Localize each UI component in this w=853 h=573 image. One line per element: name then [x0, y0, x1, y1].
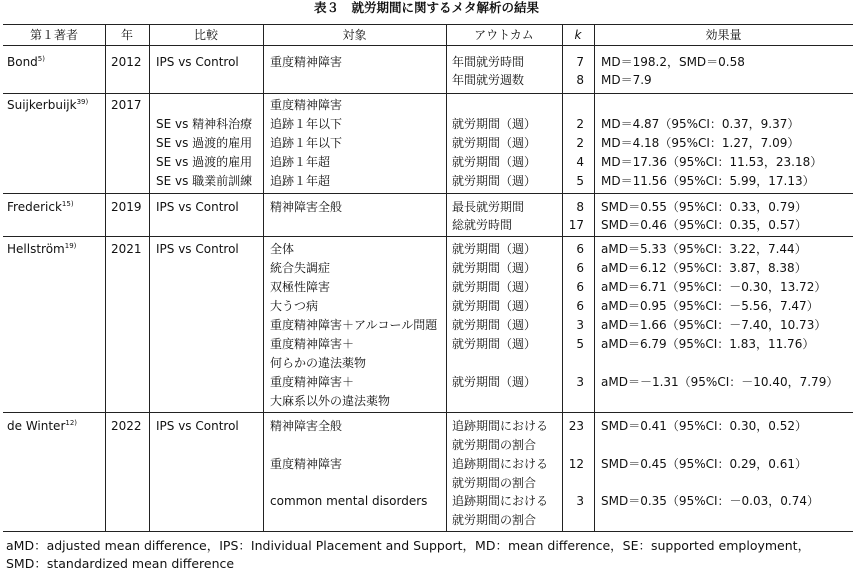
k-cell: 23 — [568, 419, 584, 433]
k-cell: 3 — [576, 375, 584, 389]
table-bottom-rule — [3, 531, 853, 532]
target-cell: 重度精神障害 — [270, 98, 343, 112]
k-cell: 3 — [576, 318, 584, 332]
target-cell: 重度精神障害 — [270, 457, 343, 471]
outcome-cell: 追跡期間における — [452, 494, 549, 508]
effect-cell: SMD＝0.55（95%CI：0.33，0.79） — [601, 200, 807, 214]
comparison-cell: IPS vs Control — [156, 200, 239, 214]
column-divider — [149, 24, 150, 531]
effect-cell: SMD＝0.46（95%CI：0.35，0.57） — [601, 218, 807, 232]
target-cell: 双極性障害 — [270, 280, 331, 294]
year-cell: 2021 — [111, 242, 142, 256]
outcome-cell-continued: 就労期間の割合 — [452, 513, 537, 527]
k-cell: 2 — [576, 136, 584, 150]
row-divider — [3, 236, 853, 237]
effect-cell: MD＝17.36（95%CI：11.53，23.18） — [601, 155, 823, 169]
effect-cell: aMD＝0.95（95%CI：－5.56，7.47） — [601, 299, 819, 313]
effect-cell: MD＝198.2，SMD＝0.58 — [601, 55, 745, 69]
year-cell: 2017 — [111, 98, 142, 112]
header-author: 第１著者 — [29, 28, 78, 42]
target-cell: 追跡１年以下 — [270, 117, 343, 131]
comparison-cell: SE vs 精神科治療 — [156, 117, 253, 131]
outcome-cell-continued: 就労期間の割合 — [452, 476, 537, 490]
target-cell: 精神障害全般 — [270, 200, 343, 214]
author-cell: Bond$^{5)}$ — [7, 55, 45, 69]
outcome-cell: 就労期間（週） — [452, 280, 537, 294]
table-top-rule — [3, 24, 853, 25]
outcome-cell: 就労期間（週） — [452, 375, 537, 389]
target-cell: 追跡１年超 — [270, 155, 331, 169]
header-k: k — [574, 28, 582, 42]
comparison-cell: SE vs 過渡的雇用 — [156, 155, 253, 169]
outcome-cell: 就労期間（週） — [452, 261, 537, 275]
comparison-cell: IPS vs Control — [156, 242, 239, 256]
k-cell: 12 — [568, 457, 584, 471]
k-cell: 6 — [576, 261, 584, 275]
column-divider — [105, 24, 106, 531]
k-cell: 6 — [576, 242, 584, 256]
header-rule — [3, 45, 853, 46]
effect-cell: aMD＝6.79（95%CI：1.83，11.76） — [601, 337, 815, 351]
header-target: 対象 — [342, 28, 367, 42]
target-cell: common mental disorders — [270, 494, 428, 508]
target-cell: 重度精神障害＋アルコール問題 — [270, 318, 438, 332]
author-cell: Hellström$^{19)}$ — [7, 242, 77, 256]
header-year: 年 — [120, 28, 133, 42]
target-cell: 追跡１年超 — [270, 174, 331, 188]
comparison-cell: IPS vs Control — [156, 55, 239, 69]
column-divider — [263, 24, 264, 531]
author-cell: Suijkerbuijk$^{39)}$ — [7, 98, 89, 112]
header-outcome: アウトカム — [474, 28, 534, 42]
effect-cell: MD＝7.9 — [601, 73, 652, 87]
outcome-cell: 就労期間（週） — [452, 174, 537, 188]
author-cell: Frederick$^{15)}$ — [7, 200, 74, 214]
author-cell: de Winter$^{12)}$ — [7, 419, 78, 433]
row-divider — [3, 412, 853, 413]
effect-cell: aMD＝6.12（95%CI：3.87，8.38） — [601, 261, 807, 275]
header-effect: 効果量 — [705, 28, 742, 42]
effect-cell: aMD＝5.33（95%CI：3.22，7.44） — [601, 242, 807, 256]
year-cell: 2019 — [111, 200, 142, 214]
effect-cell: MD＝4.18（95%CI：1.27，7.09） — [601, 136, 800, 150]
target-cell: 統合失調症 — [270, 261, 331, 275]
outcome-cell: 追跡期間における — [452, 419, 549, 433]
target-cell-continued: 何らかの違法薬物 — [270, 356, 367, 370]
k-cell: 8 — [576, 200, 584, 214]
k-cell: 5 — [576, 174, 584, 188]
comparison-cell: SE vs 過渡的雇用 — [156, 136, 253, 150]
table-title: 表３ 就労期間に関するメタ解析の結果 — [313, 0, 539, 15]
row-divider — [3, 93, 853, 94]
target-cell: 精神障害全般 — [270, 419, 343, 433]
effect-cell: MD＝4.87（95%CI：0.37，9.37） — [601, 117, 800, 131]
effect-cell: aMD＝6.71（95%CI：－0.30，13.72） — [601, 280, 827, 294]
k-cell: 4 — [576, 155, 584, 169]
target-cell: 重度精神障害 — [270, 55, 343, 69]
target-cell: 重度精神障害＋ — [270, 375, 355, 389]
k-cell: 5 — [576, 337, 584, 351]
year-cell: 2022 — [111, 419, 142, 433]
k-cell: 7 — [576, 55, 584, 69]
outcome-cell: 就労期間（週） — [452, 117, 537, 131]
target-cell: 大うつ病 — [270, 299, 319, 313]
effect-cell: aMD＝1.66（95%CI：－7.40，10.73） — [601, 318, 827, 332]
row-divider — [3, 193, 853, 194]
footnote-line: SMD：standardized mean difference — [6, 556, 235, 571]
outcome-cell: 就労期間（週） — [452, 242, 537, 256]
effect-cell: SMD＝0.45（95%CI：0.29，0.61） — [601, 457, 807, 471]
k-cell: 8 — [576, 73, 584, 87]
outcome-cell: 最長就労期間 — [452, 200, 525, 214]
effect-cell: SMD＝0.35（95%CI：－0.03，0.74） — [601, 494, 819, 508]
k-cell: 2 — [576, 117, 584, 131]
target-cell: 追跡１年以下 — [270, 136, 343, 150]
effect-cell: SMD＝0.41（95%CI：0.30，0.52） — [601, 419, 807, 433]
year-cell: 2012 — [111, 55, 142, 69]
footnote-line: aMD：adjusted mean difference，IPS：Individual Placement and Support，MD：mean difference，SE：supported employment， — [6, 538, 811, 553]
outcome-cell-continued: 就労期間の割合 — [452, 438, 537, 452]
header-comparison: 比較 — [193, 28, 218, 42]
outcome-cell: 就労期間（週） — [452, 136, 537, 150]
column-divider — [594, 24, 595, 531]
k-cell: 3 — [576, 494, 584, 508]
comparison-cell: IPS vs Control — [156, 419, 239, 433]
k-cell: 6 — [576, 299, 584, 313]
outcome-cell: 就労期間（週） — [452, 318, 537, 332]
outcome-cell: 年間就労時間 — [452, 55, 525, 69]
effect-cell: aMD＝－1.31（95%CI：－10.40，7.79） — [601, 375, 839, 389]
outcome-cell: 年間就労週数 — [452, 73, 525, 87]
outcome-cell: 総就労時間 — [452, 218, 513, 232]
target-cell-continued: 大麻系以外の違法薬物 — [270, 394, 391, 408]
outcome-cell: 追跡期間における — [452, 457, 549, 471]
outcome-cell: 就労期間（週） — [452, 337, 537, 351]
outcome-cell: 就労期間（週） — [452, 299, 537, 313]
outcome-cell: 就労期間（週） — [452, 155, 537, 169]
effect-cell: MD＝11.56（95%CI：5.99，17.13） — [601, 174, 815, 188]
k-cell: 6 — [576, 280, 584, 294]
comparison-cell: SE vs 職業前訓練 — [156, 174, 253, 188]
target-cell: 重度精神障害＋ — [270, 337, 355, 351]
target-cell: 全体 — [270, 242, 295, 256]
k-cell: 17 — [568, 218, 584, 232]
column-divider — [446, 24, 447, 531]
